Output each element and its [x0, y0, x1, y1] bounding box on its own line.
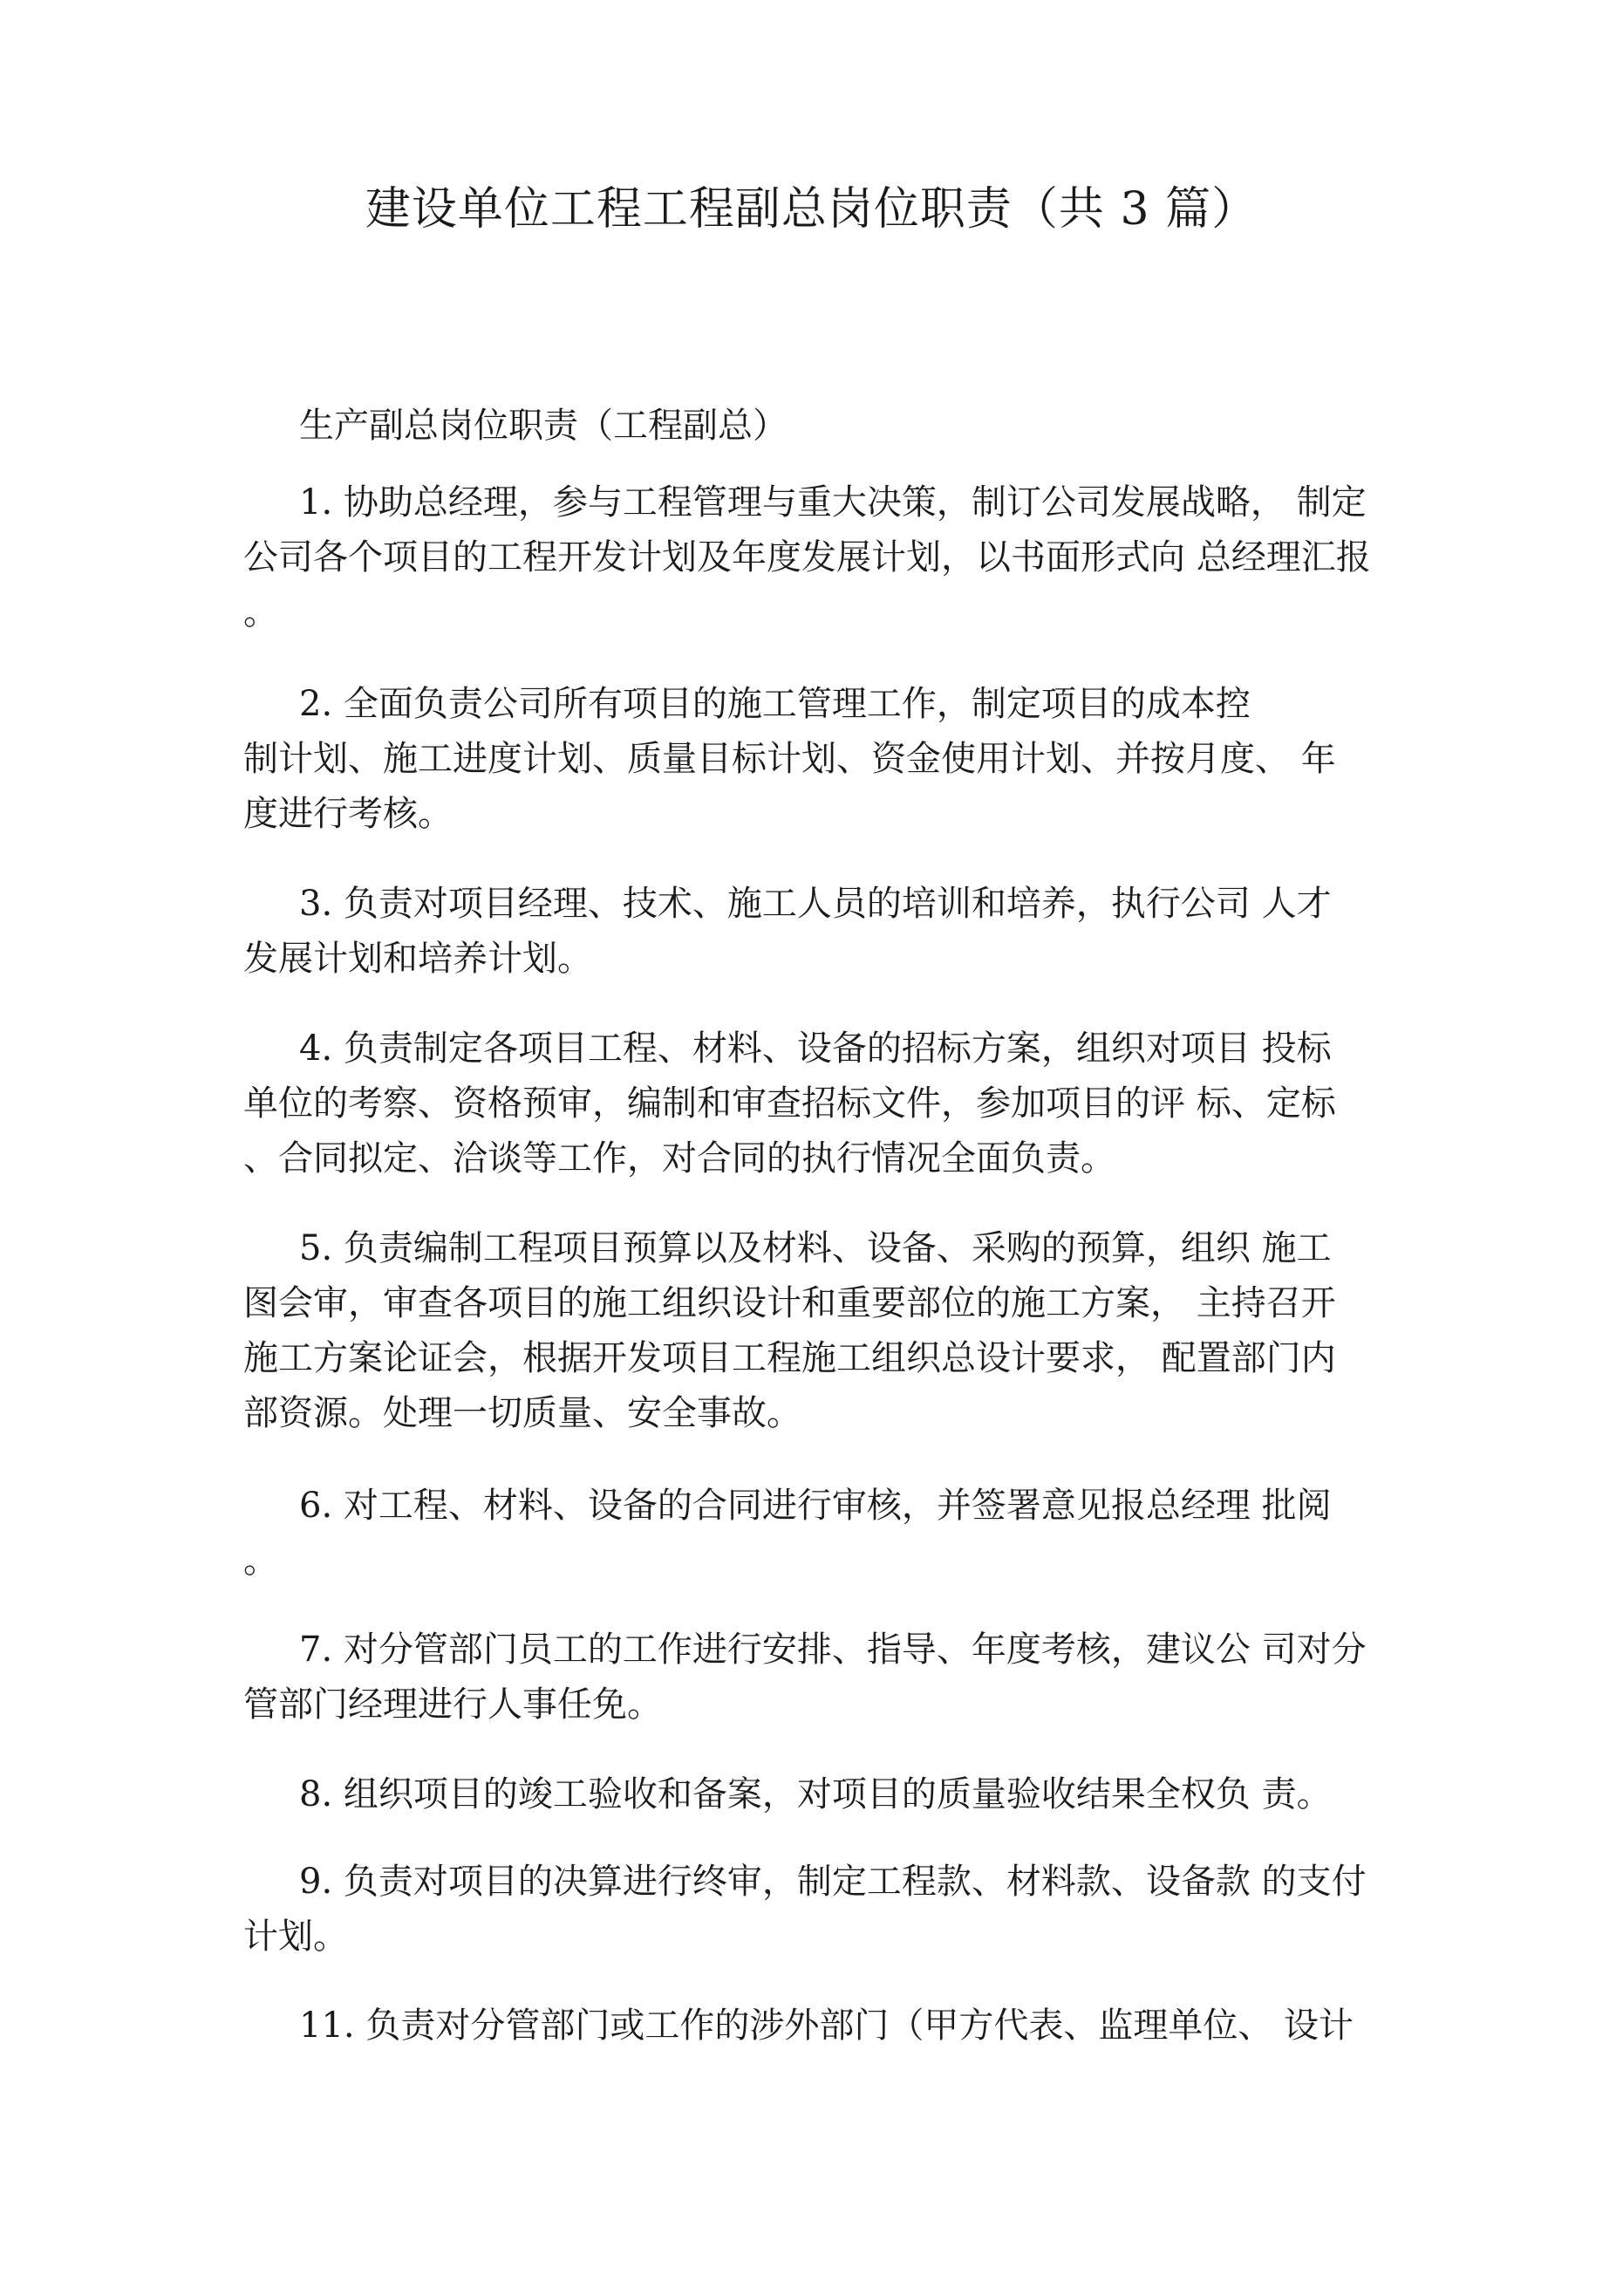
paragraph-line: 1. 协助总经理，参与工程管理与重大决策，制订公司发展战略， 制定 [299, 482, 1367, 523]
paragraph-line: 3. 负责对项目经理、技术、施工人员的培训和培养，执行公司 人才 [299, 884, 1332, 924]
paragraph-4 [243, 1022, 1429, 1186]
paragraph-line: 单位的考察、资格预审，编制和审查招标文件，参加项目的评 标、定标 [243, 1083, 1336, 1124]
paragraph-line: 6. 对工程、材料、设备的合同进行审核，并签署意见报总经理 批阅 [299, 1486, 1332, 1526]
paragraph-line: 计划。 [243, 1917, 348, 1957]
paragraph-10 [243, 1999, 1429, 2053]
paragraph-line: 5. 负责编制工程项目预算以及材料、设备、采购的预算，组织 施工 [299, 1228, 1332, 1268]
paragraph-line: 11. 负责对分管部门或工作的涉外部门（甲方代表、监理单位、 设计 [299, 2006, 1354, 2046]
paragraph-1 [243, 475, 1429, 640]
paragraph-6 [243, 1479, 1429, 1589]
paragraph-line: 8. 组织项目的竣工验收和备案，对项目的质量验收结果全权负 责。 [299, 1774, 1332, 1814]
paragraph-line: 9. 负责对项目的决算进行终审，制定工程款、材料款、设备款 的支付 [299, 1862, 1367, 1902]
paragraph-line: 。 [243, 592, 278, 632]
paragraph-2 [243, 677, 1429, 842]
paragraph-line: 、合同拟定、洽谈等工作，对合同的执行情况全面负责。 [243, 1138, 1115, 1179]
paragraph-line: 部资源。处理一切质量、安全事故。 [243, 1393, 801, 1433]
paragraph-3 [243, 877, 1429, 987]
paragraph-line: 4. 负责制定各项目工程、材料、设备的招标方案，组织对项目 投标 [299, 1028, 1332, 1069]
paragraph-9 [243, 1855, 1429, 1965]
paragraph-line: 施工方案论证会，根据开发项目工程施工组织总设计要求， 配置部门内 [243, 1338, 1336, 1378]
document-title: 建设单位工程工程副总岗位职责（共 3 篇） [365, 183, 1258, 236]
paragraph-line: 7. 对分管部门员工的工作进行安排、指导、年度考核，建议公 司对分 [299, 1630, 1367, 1670]
paragraph-line: 度进行考核。 [243, 794, 453, 834]
paragraph-7 [243, 1623, 1429, 1732]
paragraph-5 [243, 1221, 1429, 1441]
paragraph-line: 公司各个项目的工程开发计划及年度发展计划，以书面形式向 总经理汇报 [243, 537, 1371, 577]
paragraph-line: 制计划、施工进度计划、质量目标计划、资金使用计划、并按月度、 年 [243, 739, 1336, 779]
section-heading: 生产副总岗位职责（工程副总） [299, 406, 788, 446]
paragraph-line: 发展计划和培养计划。 [243, 939, 592, 979]
paragraph-line: 图会审，审查各项目的施工组织设计和重要部位的施工方案， 主持召开 [243, 1283, 1336, 1323]
paragraph-8 [243, 1767, 1429, 1822]
paragraph-line: 。 [243, 1541, 278, 1581]
paragraph-line: 2. 全面负责公司所有项目的施工管理工作，制定项目的成本控 [299, 684, 1251, 724]
paragraph-line: 管部门经理进行人事任免。 [243, 1684, 662, 1725]
